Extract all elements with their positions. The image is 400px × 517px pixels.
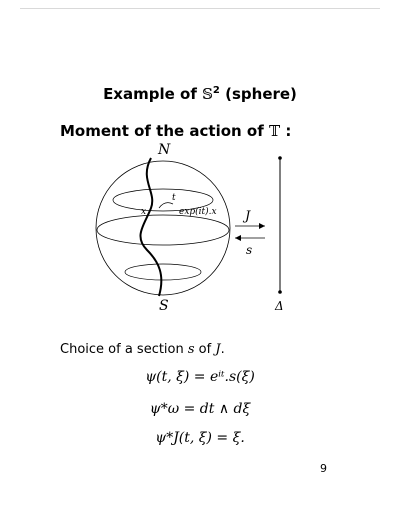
j-label: J — [245, 209, 251, 224]
x-label: x — [141, 207, 147, 217]
t-arc — [159, 203, 173, 208]
title-suffix: (sphere) — [219, 85, 297, 103]
top-rule — [20, 8, 380, 9]
sphere-outline — [96, 161, 230, 295]
choice-suffix: . — [220, 342, 225, 357]
j-arrowhead — [259, 223, 265, 229]
sphere-diagram — [95, 140, 325, 315]
subtitle-suffix: : — [280, 122, 292, 140]
delta-label: Δ — [275, 299, 284, 313]
title-exponent: 2 — [212, 85, 220, 96]
title-symbol: 𝕊 — [202, 85, 213, 103]
equation-psi: ψ(t, ξ) = eⁱᵗ.s(ξ) — [145, 369, 255, 385]
equation-omega: ψ*ω = dt ∧ dξ — [149, 401, 251, 417]
choice-s: s — [187, 342, 195, 357]
choice-text — [60, 342, 225, 357]
meridian-curve — [140, 158, 161, 296]
delta-top-point — [278, 156, 282, 160]
choice-prefix: Choice of a section — [60, 342, 188, 357]
subtitle-prefix: Moment of the action of — [60, 122, 269, 140]
north-label: N — [158, 142, 171, 158]
subtitle — [60, 122, 291, 140]
lower-latitude — [125, 264, 201, 280]
equation-moment: ψ*J(t, ξ) = ξ. — [155, 430, 245, 446]
choice-middle: of — [194, 342, 216, 357]
title-prefix: Example of — [103, 85, 203, 103]
t-label: t — [172, 193, 176, 203]
s-arrowhead — [235, 235, 241, 241]
equator — [97, 215, 229, 245]
subtitle-symbol: 𝕋 — [269, 122, 281, 140]
s-label: s — [246, 243, 253, 257]
slide-title — [0, 85, 400, 103]
delta-bottom-point — [278, 290, 282, 294]
exp-label: exp(it).x — [179, 207, 217, 217]
south-label: S — [159, 298, 169, 314]
page-number: 9 — [320, 462, 327, 475]
choice-j: J — [215, 342, 221, 357]
